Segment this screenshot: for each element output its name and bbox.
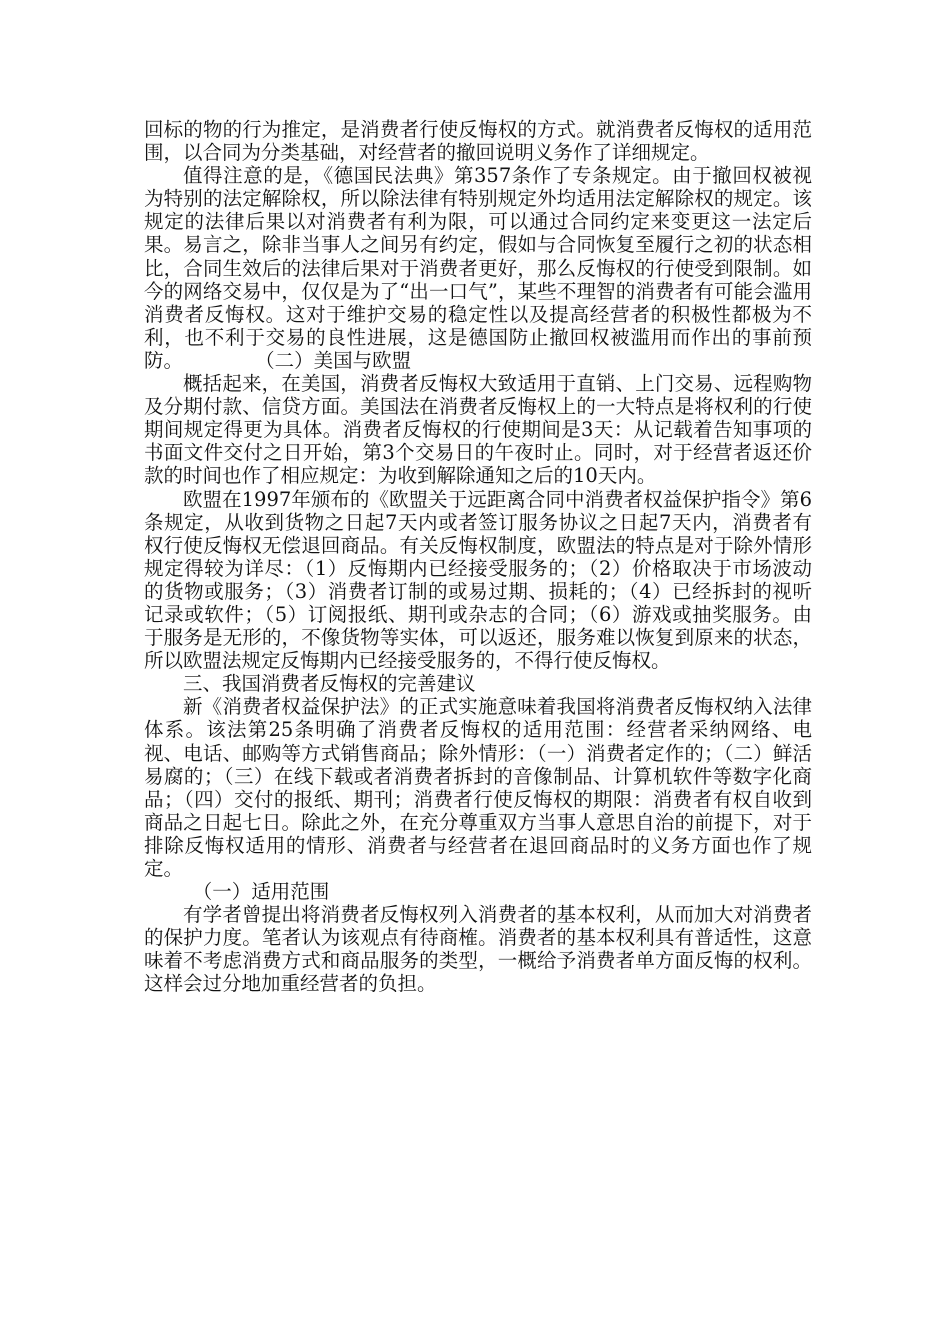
heading-scope: （一）适用范围	[192, 880, 330, 904]
paragraph-german-civil-code	[144, 164, 812, 372]
paragraph-us-law: 概括起来，在美国，消费者反悔权大致适用于直销、上门交易、远程购物及分期付款、信贷方面。美国法在消费者反悔权上的一大特点是将权利的行使期间规定得更为具体。消费者反悔权的行使期间是3天：从记载着告知事项的书面文件交付之日开始，第3个交易日的午夜时止。同时，对于经营者返还价款的时间也作了相应规定：为收到解除通知之后的10天内。	[144, 372, 812, 488]
paragraph-eu-directive: 欧盟在1997年颁布的《欧盟关于远距离合同中消费者权益保护指令》第6条规定，从收到货物之日起7天内或者签订服务协议之日起7天内，消费者有权行使反悔权无偿退回商品。有关反悔权制度，欧盟法的特点是对于除外情形规定得较为详尽：（1）反悔期内已经接受服务的；（2）价格取决于市场波动的货物或服务；（3）消费者订制的或易过期、损耗的；（4）已经拆封的视听记录或软件；（5）订阅报纸、期刊或杂志的合同；（6）游戏或抽奖服务。由于服务是无形的，不像货物等实体，可以返还，服务难以恢复到原来的状态，所以欧盟法规定反悔期内已经接受服务的，不得行使反悔权。	[144, 487, 812, 673]
heading-us-eu: （二）美国与欧盟	[264, 348, 412, 372]
paragraph-basic-rights: 有学者曾提出将消费者反悔权列入消费者的基本权利，从而加大对消费者的保护力度。笔者认为该观点有待商榷。消费者的基本权利具有普适性，这意味着不考虑消费方式和商品服务的类型，一概给予消费者单方面反悔的权利。这样会过分地加重经营者的负担。	[144, 903, 812, 996]
paragraph-withdrawal-scope: 回标的物的行为推定，是消费者行使反悔权的方式。就消费者反悔权的适用范围，以合同为分类基础，对经营者的撤回说明义务作了详细规定。	[144, 118, 812, 165]
document-body	[144, 118, 812, 996]
paragraph-consumer-protection-law: 新《消费者权益保护法》的正式实施意味着我国将消费者反悔权纳入法律体系。该法第25条明确了消费者反悔权的适用范围：经营者采纳网络、电视、电话、邮购等方式销售商品；除外情形：（一）消费者定作的；（二）鲜活易腐的；（三）在线下载或者消费者拆封的音像制品、计算机软件等数字化商品；（四）交付的报纸、期刊；消费者行使反悔权的期限：消费者有权自收到商品之日起七日。除此之外，在充分尊重双方当事人意思自治的前提下，对于排除反悔权适用的情形、消费者与经营者在退回商品时的义务方面也作了规定。	[144, 695, 812, 880]
paragraph-german-civil-code-text: 值得注意的是，《德国民法典》第357条作了专条规定。由于撤回权被视为特别的法定解除权，所以除法律有特别规定外均适用法定解除权的规定。该规定的法律后果以对消费者有利为限，可以通过合同约定来变更这一法定后果。易言之，除非当事人之间另有约定，假如与合同恢复至履行之初的状态相比，合同生效后的法律后果对于消费者更好，那么反悔权的行使受到限制。如今的网络交易中，仅仅是为了“出一口气”，某些不理智的消费者有可能会滥用消费者反悔权。这对于维护交易的稳定性以及提高经营者的积极性都极为不利，也不利于交易的良性进展，这是德国防止撤回权被滥用而作出的事前预防。	[144, 164, 812, 372]
heading-section-3: 三、我国消费者反悔权的完善建议	[183, 672, 476, 696]
